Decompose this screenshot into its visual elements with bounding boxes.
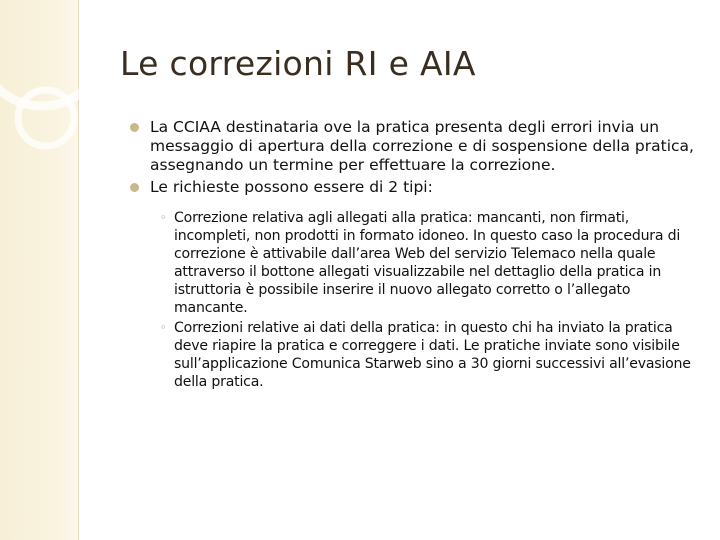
- sub-bullet-item: [150, 209, 705, 317]
- sub-bullet-item: [150, 319, 705, 391]
- sub-bullet-text: Correzione relativa agli allegati alla pratica: mancanti, non firmati, incompleti, non prodotti in formato idoneo. In questo caso la procedura di correzione è attivabile dall’area Web del servizio Telemaco nella quale attraverso il bottone allegati visualizzabile nel dettaglio della pratica in istruttoria è possibile inserire il nuovo allegato corretto o l’allegato mancante.: [174, 210, 681, 316]
- ring-bullet-icon: ◦: [160, 321, 167, 334]
- bullet-text: La CCIAA destinataria ove la pratica presenta degli errori invia un messaggio di apertura della correzione e di sospensione della pratica, assegnando un termine per effettuare la correzione.: [150, 118, 694, 174]
- slide-title: Le correzioni RI e AIA: [120, 44, 476, 83]
- bullet-dot-icon: [130, 123, 139, 132]
- sub-bullet-list: [150, 209, 705, 391]
- sub-bullet-text: Correzioni relative ai dati della pratica: in questo chi ha inviato la pratica deve riapire la pratica e correggere i dati. Le pratiche inviate sono visibile sull’applicazione Comunica Starweb sino a 30 giorni successivi all’evasione della pratica.: [174, 320, 691, 390]
- bullet-item: [130, 178, 705, 391]
- deco-circle-small: [18, 90, 74, 146]
- bullet-text: Le richieste possono essere di 2 tipi:: [150, 178, 433, 196]
- bullet-list: [130, 118, 705, 391]
- slide-content: [130, 118, 705, 394]
- bullet-item: [130, 118, 705, 175]
- bullet-dot-icon: [130, 183, 139, 192]
- ring-bullet-icon: ◦: [160, 211, 167, 224]
